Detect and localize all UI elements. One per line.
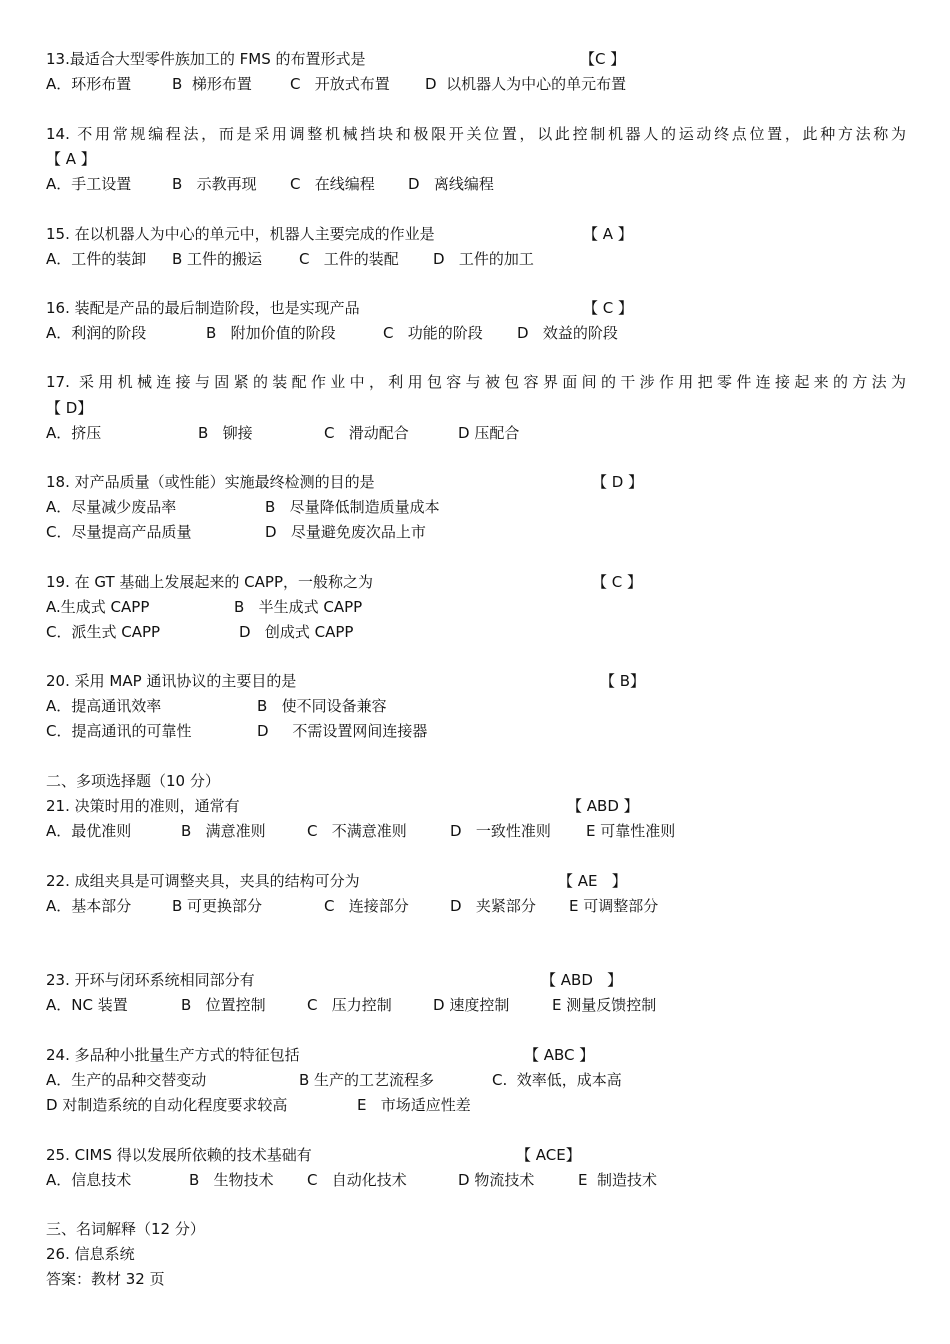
- q18-option-c: C．尽量提高产品质量: [46, 523, 192, 541]
- q13-option-b: B 梯形布置: [172, 75, 252, 93]
- q16-answer: 【 C 】: [583, 299, 634, 317]
- q14-option-c: C 在线编程: [290, 175, 375, 193]
- q26-stem: 26. 信息系统: [46, 1245, 135, 1263]
- q25-option-e: E 制造技术: [578, 1171, 658, 1189]
- q21-option-b: B 满意准则: [181, 822, 266, 840]
- q15-option-d: D 工件的加工: [433, 250, 534, 268]
- q23-option-d: D 速度控制: [433, 996, 510, 1014]
- q18-option-a: A．尽量减少废品率: [46, 498, 177, 516]
- q14-option-d: D 离线编程: [408, 175, 494, 193]
- q22-stem: 22. 成组夹具是可调整夹具，夹具的结构可分为: [46, 872, 360, 890]
- q18-answer: 【 D 】: [592, 473, 644, 491]
- q13-answer: 【C 】: [580, 50, 626, 68]
- q22-option-e: E 可调整部分: [569, 897, 659, 915]
- q25-stem: 25. CIMS 得以发展所依赖的技术基础有: [46, 1146, 312, 1164]
- q22-option-d: D 夹紧部分: [450, 897, 536, 915]
- q24-option-a: A．生产的品种交替变动: [46, 1071, 207, 1089]
- q18-option-d: D 尽量避免废次品上市: [265, 523, 426, 541]
- q25-option-a: A．信息技术: [46, 1171, 132, 1189]
- q25-option-c: C 自动化技术: [307, 1171, 407, 1189]
- q23-option-b: B 位置控制: [181, 996, 266, 1014]
- q22-option-c: C 连接部分: [324, 897, 409, 915]
- q22-option-b: B 可更换部分: [172, 897, 263, 915]
- q18-stem: 18. 对产品质量（或性能）实施最终检测的目的是: [46, 473, 375, 491]
- q15-answer: 【 A 】: [583, 225, 633, 243]
- q22-option-a: A．基本部分: [46, 897, 132, 915]
- q19-option-d: D 创成式 CAPP: [239, 623, 354, 641]
- q25-option-d: D 物流技术: [458, 1171, 535, 1189]
- q18-option-b: B 尽量降低制造质量成本: [265, 498, 440, 516]
- q20-option-d: D 不需设置网间连接器: [257, 722, 428, 740]
- q21-option-e: E 可靠性准则: [586, 822, 676, 840]
- q13-option-d: D 以机器人为中心的单元布置: [425, 75, 627, 93]
- q24-option-e: E 市场适应性差: [357, 1096, 471, 1114]
- q23-stem: 23. 开环与闭环系统相同部分有: [46, 971, 255, 989]
- q14-stem: 14. 不用常规编程法，而是采用调整机械挡块和极限开关位置，以此控制机器人的运动终点位置，此种方法称为: [46, 125, 906, 143]
- q26-answer: 答案：教材 32 页: [46, 1270, 165, 1288]
- q24-option-d: D 对制造系统的自动化程度要求较高: [46, 1096, 288, 1114]
- q19-option-c: C．派生式 CAPP: [46, 623, 161, 641]
- q24-answer: 【 ABC 】: [524, 1046, 595, 1064]
- q16-stem: 16. 装配是产品的最后制造阶段，也是实现产品: [46, 299, 360, 317]
- q16-option-b: B 附加价值的阶段: [206, 324, 336, 342]
- q14-option-b: B 示教再现: [172, 175, 257, 193]
- q17-option-c: C 滑动配合: [324, 424, 409, 442]
- q16-option-d: D 效益的阶段: [517, 324, 618, 342]
- q19-option-a: A.生成式 CAPP: [46, 598, 150, 616]
- q13-option-c: C 开放式布置: [290, 75, 390, 93]
- q13-stem: 13.最适合大型零件族加工的 FMS 的布置形式是: [46, 50, 366, 68]
- q23-option-c: C 压力控制: [307, 996, 392, 1014]
- q15-option-b: B 工件的搬运: [172, 250, 263, 268]
- q19-option-b: B 半生成式 CAPP: [234, 598, 363, 616]
- q20-option-b: B 使不同设备兼容: [257, 697, 387, 715]
- q23-option-e: E 测量反馈控制: [552, 996, 657, 1014]
- q20-stem: 20. 采用 MAP 通讯协议的主要目的是: [46, 672, 297, 690]
- q22-answer: 【 AE 】: [558, 872, 627, 890]
- q13-option-a: A．环形布置: [46, 75, 132, 93]
- q19-stem: 19. 在 GT 基础上发展起来的 CAPP，一般称之为: [46, 573, 374, 591]
- q20-option-a: A．提高通讯效率: [46, 697, 162, 715]
- q15-stem: 15. 在以机器人为中心的单元中，机器人主要完成的作业是: [46, 225, 435, 243]
- q15-option-c: C 工件的装配: [299, 250, 399, 268]
- q19-answer: 【 C 】: [592, 573, 643, 591]
- q21-option-d: D 一致性准则: [450, 822, 551, 840]
- q23-option-a: A．NC 装置: [46, 996, 128, 1014]
- q20-option-c: C．提高通讯的可靠性: [46, 722, 192, 740]
- q24-option-b: B 生产的工艺流程多: [299, 1071, 435, 1089]
- q21-option-c: C 不满意准则: [307, 822, 407, 840]
- q21-stem: 21. 决策时用的准则，通常有: [46, 797, 240, 815]
- q17-stem: 17. 采用机械连接与固紧的装配作业中，利用包容与被包容界面间的干涉作用把零件连接起来的方法为: [46, 373, 906, 391]
- q21-option-a: A．最优准则: [46, 822, 132, 840]
- q23-answer: 【 ABD 】: [541, 971, 623, 989]
- q14-answer: 【 A 】: [46, 150, 96, 168]
- q20-answer: 【 B】: [600, 672, 646, 690]
- section-3-heading: 三、名词解释（12 分）: [46, 1220, 205, 1238]
- q24-stem: 24. 多品种小批量生产方式的特征包括: [46, 1046, 300, 1064]
- q24-option-c: C. 效率低，成本高: [492, 1071, 622, 1089]
- q16-option-c: C 功能的阶段: [383, 324, 483, 342]
- q17-option-d: D 压配合: [458, 424, 520, 442]
- q17-answer: 【 D】: [46, 399, 93, 417]
- q25-answer: 【 ACE】: [516, 1146, 581, 1164]
- q15-option-a: A．工件的装卸: [46, 250, 147, 268]
- q21-answer: 【 ABD 】: [567, 797, 639, 815]
- q25-option-b: B 生物技术: [189, 1171, 274, 1189]
- q17-option-a: A．挤压: [46, 424, 102, 442]
- q14-option-a: A．手工设置: [46, 175, 132, 193]
- q16-option-a: A．利润的阶段: [46, 324, 147, 342]
- section-2-heading: 二、多项选择题（10 分）: [46, 772, 220, 790]
- q17-option-b: B 铆接: [198, 424, 253, 442]
